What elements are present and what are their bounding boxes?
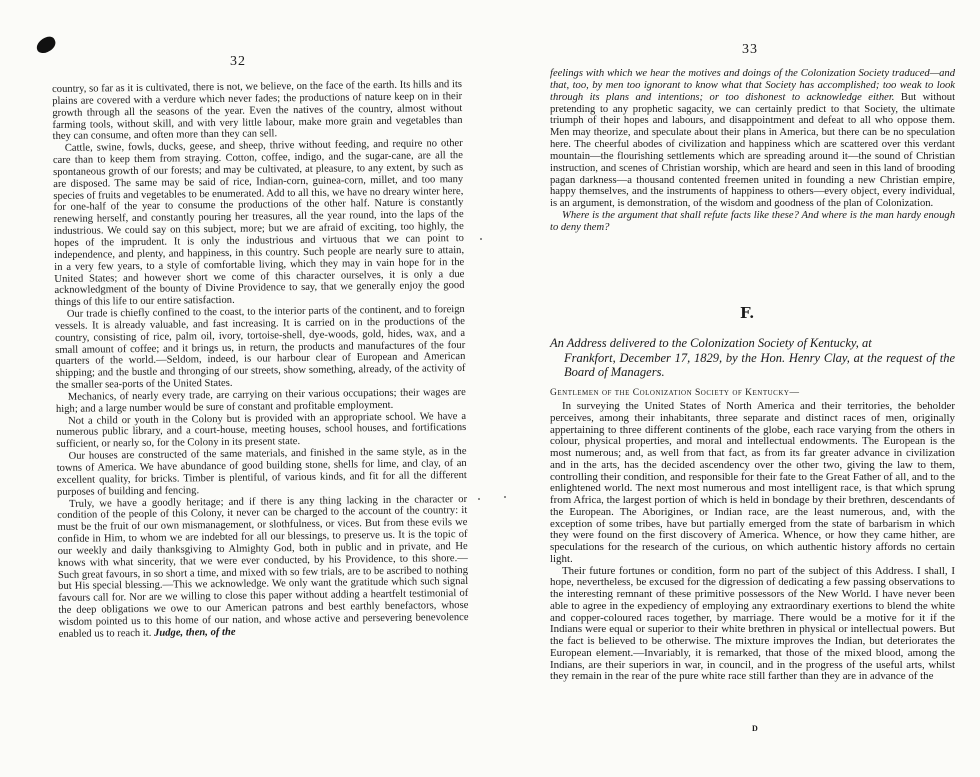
address-paragraph-2: Their future fortunes or condition, form no part of the subject of this Address. I shall, I hope, nevertheless, be excused for the digression of dedicating a few passing observations to the interesting remnant of these primitive possessors of the New World. I have never been able to agree in the expediency of employing any extraordinary exertions to blend the white and copper-coloured races together, by marriage. There would be a motive for it if the Indians were equal or superior to their white brethren in physical or intellectual powers. But the fact is believed to be otherwise. The mixture improves the Indian, but deteriorates the European element.—Invariably, it is remarked, that those of the mixed blood, among the Indians, are their superiors in war, in council, and in the progress of the useful arts, whilst they remain in the rear of the pure white race still farther than they are in advance of the <box>550 564 955 683</box>
left-paragraph-5: Not a child or youth in the Colony but is provided with an appropriate school. We have a numerous public library, and a court-house, meeting houses, school houses, and fortifications sufficient, or nearly so, for the Colony in its present state. <box>56 410 467 451</box>
address-title-line-2: Frankfort, December 17, 1829, by the Hon. Henry Clay, at the request of the Board of Managers. <box>564 350 955 379</box>
address-title <box>550 336 955 380</box>
address-title-line-1: An Address delivered to the Colonization Society of Kentucky, at <box>550 336 872 350</box>
salutation: Gentlemen of the Colonization Society of Kentucky— <box>550 388 800 398</box>
left-paragraph-4: Mechanics, of nearly every trade, are carrying on their various occupations; their wages are high; and a large number would be sure of constant and profitable employment. <box>55 386 466 415</box>
right-closing-question: Where is the argument that shall refute facts like these? And where is the man hardy enough to deny them? <box>550 210 955 233</box>
right-paragraph-1 <box>550 68 955 210</box>
left-page-body <box>52 79 469 641</box>
page-number-left: 32 <box>230 54 246 69</box>
gutter-mark <box>480 238 482 240</box>
left-paragraph-7-text: Truly, we have a goodly heritage; and if there is any thing lacking in the character or condition of the people of this Colony, it never can be charged to the account of the country: it must be the fruit of our own mismanagement, or slothfulness, or vices. But from these evils we confide in Him, to whom we are indebted for all our blessings, to preserve us. It is the topic of our weekly and daily thanksgiving to Almighty God, both in public and in private, and He knows with what sincerity, that we were ever conducted, by his Providence, to this shore.—Such great favours, in so short a time, and mixed with so few trials, are to be ascribed to nothing but His special blessing.—This we acknowledge. We only want the gratitude which such signal favours call for. Nor are we willing to close this paper without adding a heartfelt testimonial of the deep obligations we owe to our American patrons and best earthly benefactors, whose wisdom pointed us to this home of our nation, and whose active and persevering benevolence enabled us to reach it. <box>57 493 469 640</box>
address-paragraph-1: In surveying the United States of North America and their territories, the beholder perceives, among their inhabitants, three separate and distinct races of men, originally appertaining to three different continents of the globe, each race varying from the others in colour, physical properties, and moral and intellectual endowments. The European is the most numerous; and, as well from that fact, as from its far greater advance in civilization and in the arts, has the decided ascendency over the other two, giving the law to them, controlling their condition, and responsible for their fate to the Great Father of all, and to the enlightened world. The next most numerous and most intelligent race, is that which sprung from Africa, the largest portion of which is held in bondage by their brethren, descendants of the European. The Aborigines, or Indian race, are the least numerous, and, with the exception of some tribes, have but partially emerged from the state of barbarism in which they were found on the first discovery of America. Whence, or how they came hither, are speculations for the research of the curious, on which authentic history affords no certain light. <box>550 400 955 565</box>
left-paragraph-3: Our trade is chiefly confined to the coast, to the interior parts of the continent, and to foreign vessels. It is already valuable, and fast increasing. It is carried on in the productions of the country, consisting of rice, palm oil, ivory, tortoise-shell, dye-woods, gold, hides, wax, and a small amount of coffee; and it brings us, in return, the products and manufactures of the four quarters of the world.—Seldom, indeed, is our harbour clear of European and American shipping; and the bustle and thronging of our streets, show something, already, of the activity of the smaller sea-ports of the United States. <box>54 304 466 392</box>
page-number-right: 33 <box>742 42 758 57</box>
left-closing-italic: Judge, then, of the <box>153 626 236 639</box>
ink-blot <box>34 34 58 55</box>
gutter-mark <box>504 496 506 498</box>
right-continuation-italic: feelings with which we hear the motives and doings of the Colonization Society traduced—and that, too, by men too ignorant to know what that Society has accomplished; too weak to look through its plans and intentions; or too dishonest to acknowledge either. <box>550 68 955 103</box>
appendix-letter: F. <box>740 304 755 322</box>
left-paragraph-1: country, so far as it is cultivated, there is not, we believe, on the face of the earth. Its hills and its plains are covered with a verdure which never fades; the productions of nature keep on in their growth through all the seasons of the year. Even the natives of the country, almost without farming tools, without skill, and with very little labour, make more grain and vegetables than they can consume, and often more than they can sell. <box>52 78 463 143</box>
right-page-continuation <box>550 68 955 234</box>
right-continuation-rest: But without pretending to any prophetic sagacity, we can certainly predict to that Society, the ultimate triumph of their hopes and labours, and disappointment and defeat to all who oppose them. Men may theorize, and speculate about their plans in America, but there can be no speculation here. The cheerful abodes of civilization and happiness which are scattered over this verdant mountain—the flourishing settlements which are spreading around it—the sound of Christian instruction, and scenes of Christian worship, which are heard and seen in this land of brooding pagan darkness—a thousand contented freemen united in founding a new Christian empire, happy themselves, and the instruments of happiness to others—every object, every individual, is an argument, is demonstration, of the wisdom and goodness of the plan of Colonization. <box>550 91 956 210</box>
left-paragraph-6: Our houses are constructed of the same materials, and finished in the same style, as in the towns of America. We have abundance of good building stone, shells for lime, and clay, of an excellent quality, for bricks. Timber is plentiful, of various kinds, and fit for all the different purposes of building and fencing. <box>56 446 467 498</box>
left-paragraph-7 <box>57 493 469 640</box>
gutter-mark <box>478 498 480 500</box>
address-body <box>550 401 955 683</box>
signature-mark: D <box>752 724 758 733</box>
left-paragraph-2: Cattle, swine, fowls, ducks, geese, and sheep, thrive without feeding, and require no other care than to keep them from straying. Cotton, coffee, indigo, and the sugar-cane, are all the spontaneous growth of our forests; and may be cultivated, at pleasure, to any extent, by such as are disposed. The same may be said of rice, Indian-corn, guinea-corn, millet, and too many species of fruits and vegetables to be enumerated. Add to all this, we have no dreary winter here, for one-half of the year to consume the productions of the other half. Nature is constantly renewing herself, and constantly pouring her treasures, all the year round, into the laps of the industrious. We could say on this subject, more; but we are afraid of exciting, too highly, the hopes of the imprudent. It is only the industrious and virtuous that we can point to independence, and plenty, and happiness, in this country. Such people are nearly sure to attain, in a very few years, to a style of comfortable living, which they may in vain hope for in the United States; and however short we come of this character ourselves, it is only a due acknowledgment of the bounty of Divine Providence to say, that we generally enjoy the good things of this life to our entire satisfaction. <box>52 138 465 309</box>
